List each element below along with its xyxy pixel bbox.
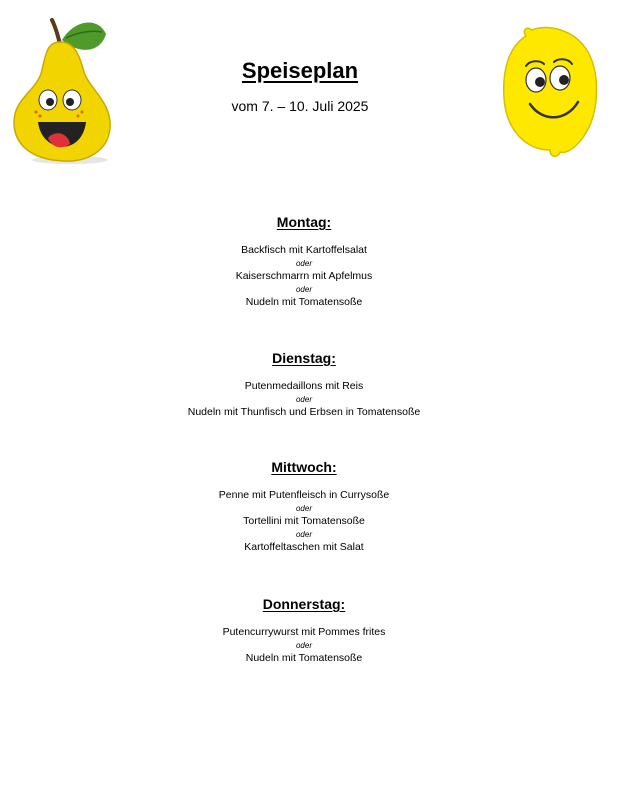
meal-item: Putenmedaillons mit Reis <box>244 380 364 392</box>
day-heading: Montag: <box>276 214 332 230</box>
day-heading: Mittwoch: <box>271 459 337 475</box>
day-section-mittwoch <box>0 458 608 554</box>
meal-item: Kaiserschmarrn mit Apfelmus <box>235 270 373 282</box>
meal-item: Putencurrywurst mit Pommes frites <box>222 626 386 638</box>
meal-item: Backfisch mit Kartoffelsalat <box>241 244 367 256</box>
day-section-montag <box>0 213 608 309</box>
day-heading: Donnerstag: <box>262 596 346 612</box>
meal-item: Kartoffeltaschen mit Salat <box>244 541 364 553</box>
separator-text: oder <box>295 504 312 513</box>
day-section-donnerstag <box>0 595 608 665</box>
day-heading: Dienstag: <box>272 350 336 366</box>
day-section-dienstag <box>0 349 608 419</box>
separator-text: oder <box>295 259 312 268</box>
meal-item: Tortellini mit Tomatensoße <box>243 515 365 527</box>
smiling-pear-icon <box>8 14 120 164</box>
separator-text: oder <box>295 285 312 294</box>
date-range: vom 7. – 10. Juli 2025 <box>231 98 369 114</box>
smiling-lemon-icon <box>496 22 604 158</box>
page-title: Speiseplan <box>241 58 359 83</box>
meal-item: Nudeln mit Tomatensoße <box>245 296 363 308</box>
meal-item: Nudeln mit Thunfisch und Erbsen in Tomatensoße <box>187 406 421 418</box>
meal-item: Penne mit Putenfleisch in Currysoße <box>218 489 390 501</box>
separator-text: oder <box>295 395 312 404</box>
separator-text: oder <box>295 530 312 539</box>
separator-text: oder <box>295 641 312 650</box>
meal-item: Nudeln mit Tomatensoße <box>245 652 363 664</box>
